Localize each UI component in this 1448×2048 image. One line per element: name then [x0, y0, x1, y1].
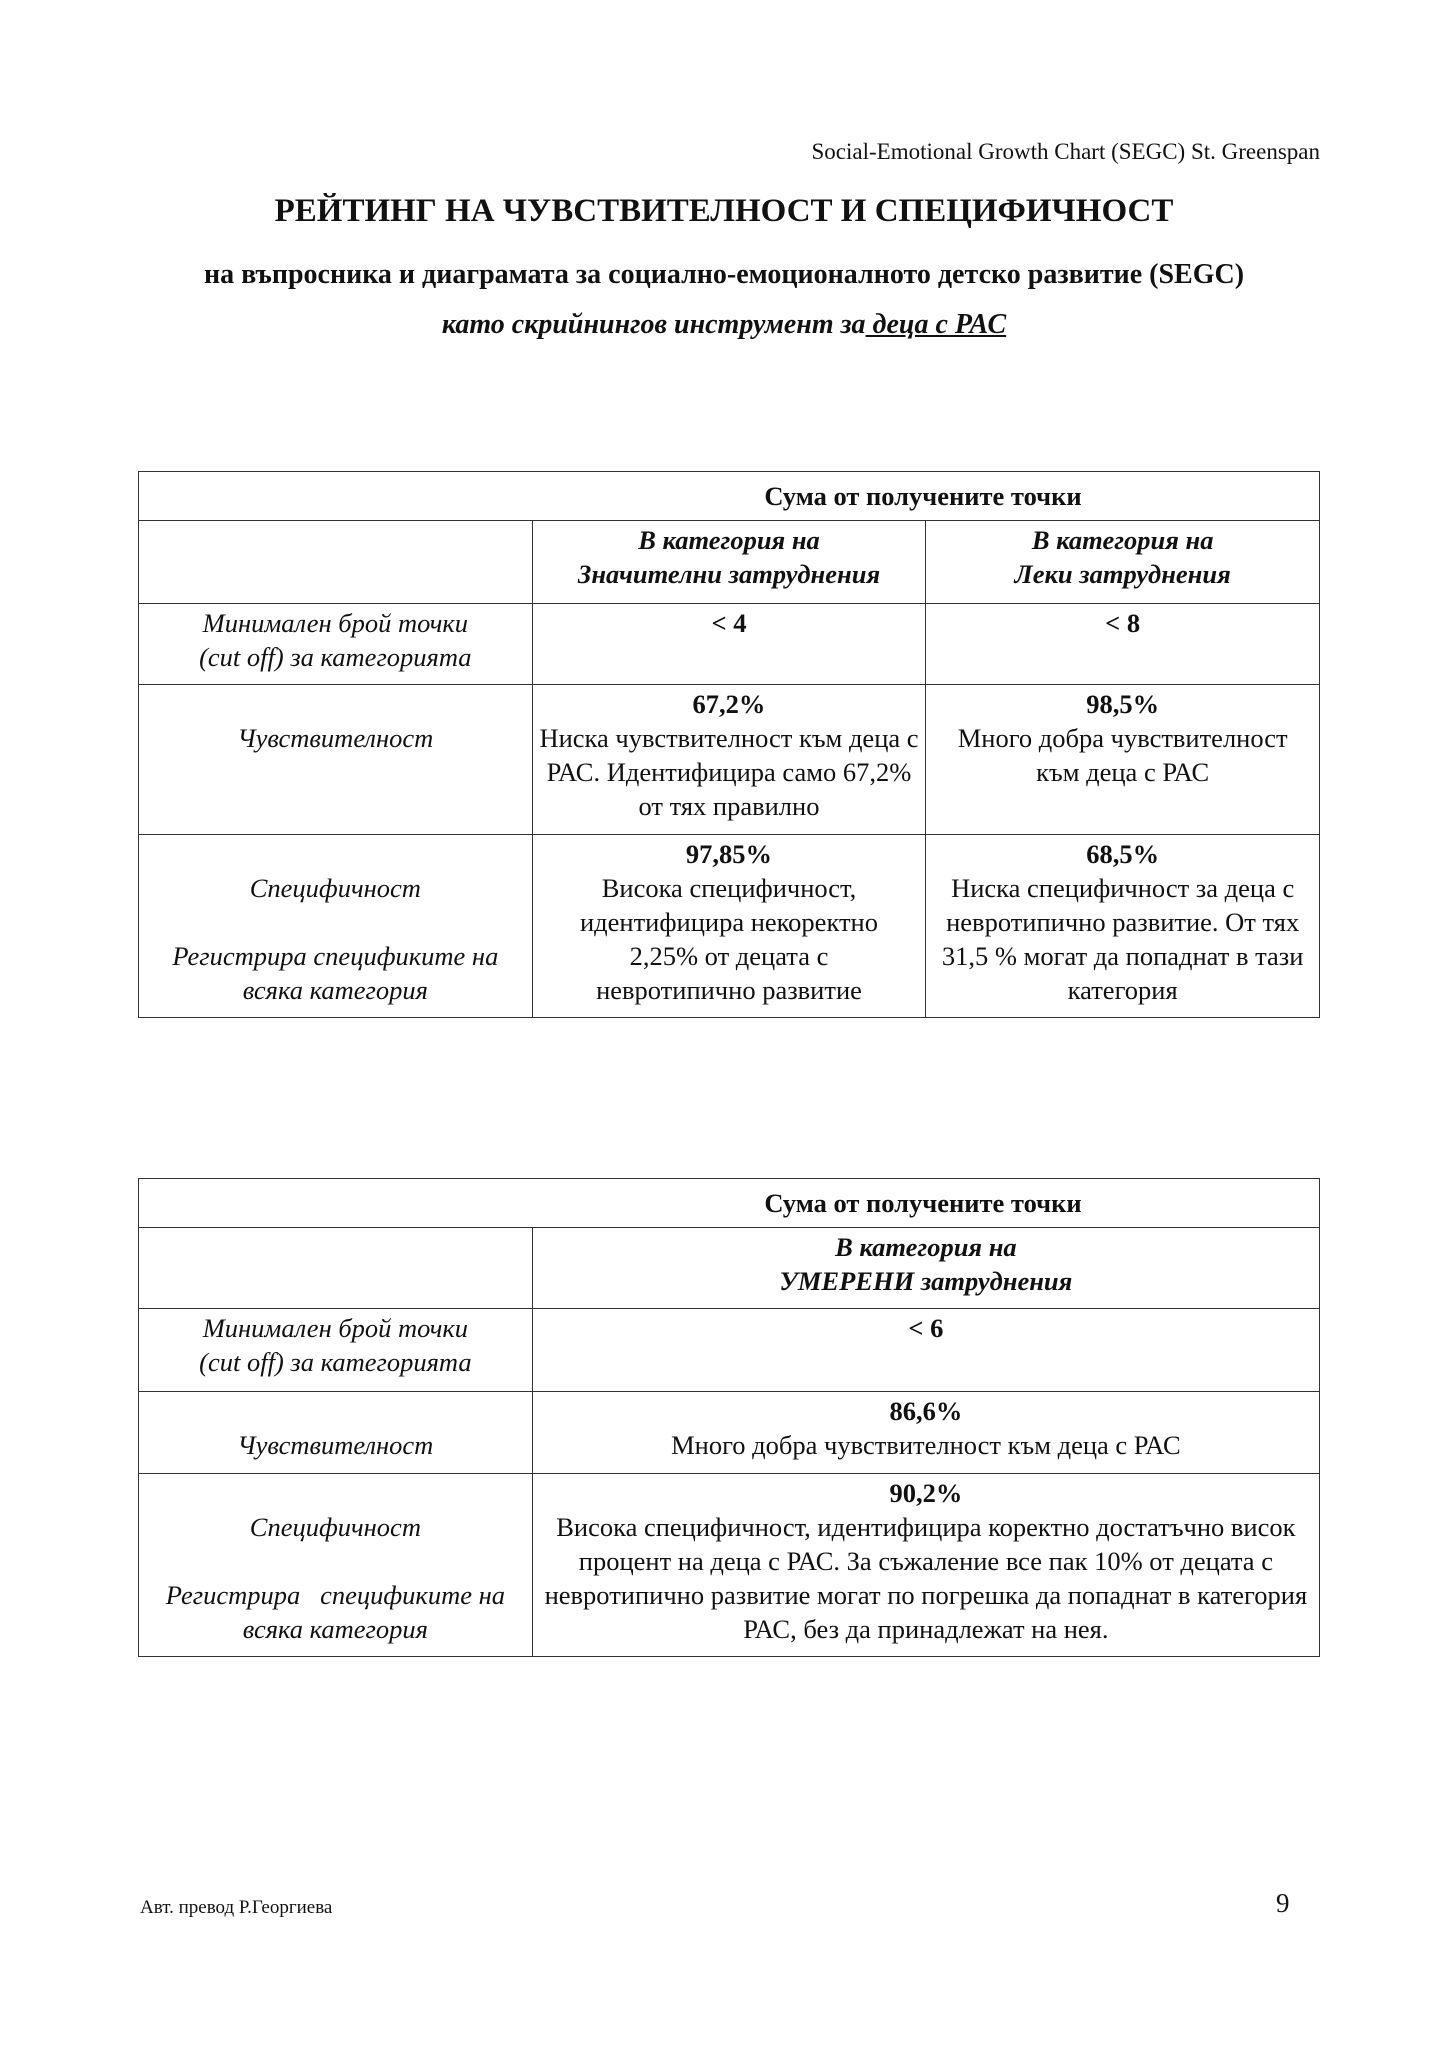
subtitle-prefix: като скрийнингов инструмент за: [441, 309, 866, 340]
column-header: [532, 521, 926, 604]
column-header-rest: затруднения: [914, 1266, 1073, 1296]
page-subtitle-2: [0, 309, 1448, 341]
cutoff-value: < 6: [532, 1309, 1319, 1392]
column-header-line: [539, 1264, 1313, 1298]
percent-value: 90,2%: [889, 1478, 963, 1508]
table-row: [139, 472, 1320, 521]
column-header-line: В категория на: [1031, 525, 1214, 555]
cell-description: Много добра чувствителност към деца с РАС: [671, 1430, 1181, 1460]
cell: [532, 1474, 1319, 1657]
table-row: [139, 1228, 1320, 1309]
table-row: [139, 521, 1320, 604]
row-label: [139, 835, 533, 1018]
cell: [926, 685, 1320, 835]
cell-description: Много добра чувствителност към деца с РАС: [957, 723, 1288, 787]
percent-value: 98,5%: [1086, 689, 1160, 719]
column-header: [532, 1228, 1319, 1309]
cell-description: Ниска специфичност за деца с невротипично развитие. От тях 31,5 % могат да попаднат в тази категория: [941, 873, 1304, 1005]
percent-value: 68,5%: [1086, 839, 1160, 869]
column-header-line: В категория на: [638, 525, 820, 555]
subtitle-underlined: деца с РАС: [865, 309, 1007, 340]
table-row: [139, 685, 1320, 835]
cell-description: Висока специфичност, идентифицира некоректно 2,25% от децата с невротипично развитие: [579, 873, 878, 1005]
page-title: РЕЙТИНГ НА ЧУВСТВИТЕЛНОСТ И СПЕЦИФИЧНОСТ: [274, 193, 1174, 229]
cell-description: Ниска чувствителност към деца с РАС. Идентифицира само 67,2% от тях правилно: [539, 723, 919, 821]
table-sensitivity-specificity-1: [138, 471, 1320, 1018]
column-header-line: Значителни затруднения: [577, 559, 881, 589]
row-label-line: Регистрира спецификите на всяка категория: [165, 1580, 512, 1644]
column-header-line: В категория на: [835, 1232, 1017, 1262]
row-label-line: Минимален брой точки: [202, 608, 468, 638]
row-label: [139, 1309, 533, 1392]
table-header: Сума от получените точки: [139, 1179, 1320, 1228]
empty-cell: [139, 521, 533, 604]
footer-author: Авт. превод Р.Георгиева: [140, 1897, 333, 1918]
cell: [926, 835, 1320, 1018]
running-header: Social-Emotional Growth Chart (SEGC) St. Greenspan: [811, 139, 1320, 164]
cutoff-value: < 4: [532, 604, 926, 685]
column-header-line: Леки затруднения: [1014, 559, 1231, 589]
row-label-line: Регистрира спецификите на всяка категория: [172, 941, 499, 1005]
cell: [532, 835, 926, 1018]
table-row: [139, 604, 1320, 685]
row-label-line: (cut off) за категорията: [199, 642, 472, 672]
table-sensitivity-specificity-2: [138, 1178, 1320, 1657]
cutoff-value: < 8: [926, 604, 1320, 685]
percent-value: 97,85%: [685, 839, 773, 869]
row-label: [139, 604, 533, 685]
row-label: Чувствителност: [139, 685, 533, 835]
cell: [532, 685, 926, 835]
table-row: [139, 1392, 1320, 1474]
row-label-line: Минимален брой точки: [202, 1313, 469, 1343]
table-row: [139, 1179, 1320, 1228]
row-label: Чувствителност: [139, 1392, 533, 1474]
row-label-line: Специфичност: [249, 873, 421, 903]
page-subtitle: на въпросника и диаграмата за социално-емоционалното детско развитие (SEGC): [203, 259, 1245, 290]
cell: [532, 1392, 1319, 1474]
row-label-line: Специфичност: [249, 1512, 421, 1542]
emphasis-text: УМЕРЕНИ: [779, 1266, 915, 1296]
row-label: [139, 1474, 533, 1657]
table-row: [139, 835, 1320, 1018]
table-row: [139, 1474, 1320, 1657]
table-header: Сума от получените точки: [139, 472, 1320, 521]
page-number: 9: [1276, 1888, 1290, 1918]
percent-value: 67,2%: [692, 689, 766, 719]
empty-cell: [139, 1228, 533, 1309]
cell-description: Висока специфичност, идентифицира коректно достатъчно висок процент на деца с РАС. За съжаление все пак 10% от децата с невротипично развитие могат по погрешка да попаднат в категория РАС, без да принадлежат на нея.: [544, 1512, 1308, 1644]
column-header: [926, 521, 1320, 604]
row-label-line: (cut off) за категорията: [199, 1347, 472, 1377]
percent-value: 86,6%: [889, 1396, 963, 1426]
table-row: [139, 1309, 1320, 1392]
